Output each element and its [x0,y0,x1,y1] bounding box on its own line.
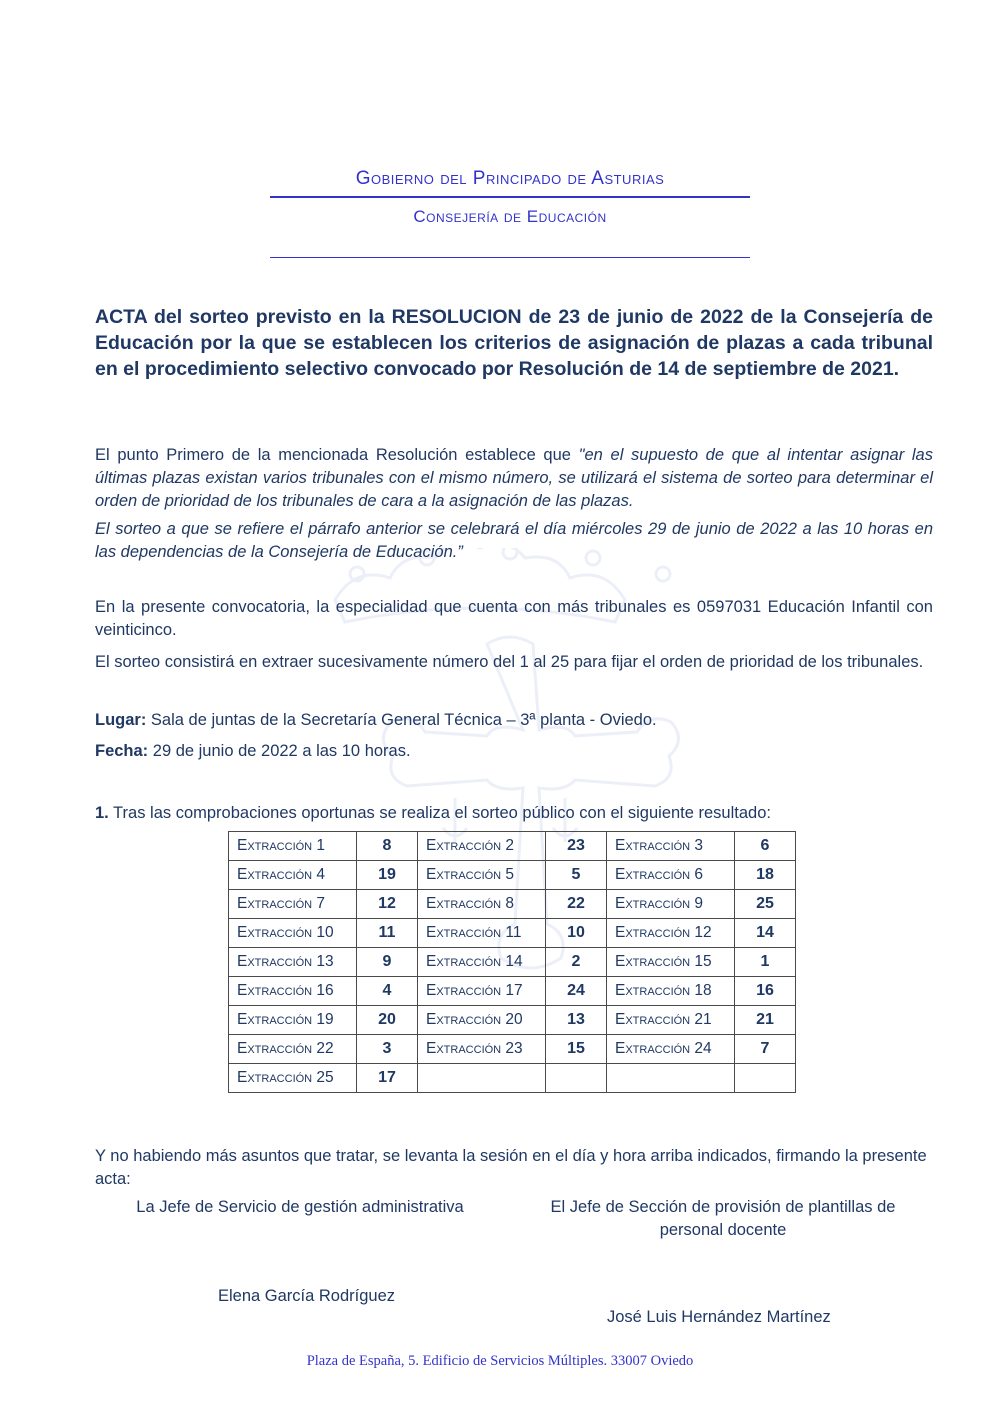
extraction-label-cell: Extracción 13 [229,948,357,977]
extraction-label-cell [607,1064,735,1093]
extraction-label-cell: Extracción 1 [229,832,357,861]
extraction-label-cell: Extracción 7 [229,890,357,919]
extraction-label-cell: Extracción 9 [607,890,735,919]
signer-name-right: José Luis Hernández Martínez [607,1308,831,1326]
item-text: Tras las comprobaciones oportunas se realiza el sorteo público con el siguiente resultado: [108,804,771,822]
paragraph-sorteo-method: El sorteo consistirá en extraer sucesivamente número del 1 al 25 para fijar el orden de prioridad de los tribunales. [95,653,924,671]
extraction-label-cell: Extracción 19 [229,1006,357,1035]
table-row [229,1064,796,1093]
extraction-table-body [229,832,796,1093]
extraction-value-cell: 24 [546,977,607,1006]
extraction-label-cell: Extracción 11 [418,919,546,948]
extraction-value-cell: 5 [546,861,607,890]
extraction-value-cell: 23 [546,832,607,861]
extraction-label-cell [418,1064,546,1093]
extraction-value-cell: 19 [357,861,418,890]
extraction-label-cell: Extracción 6 [607,861,735,890]
extraction-value-cell: 6 [735,832,796,861]
location-label: Lugar: [95,711,147,729]
extraction-label-cell: Extracción 16 [229,977,357,1006]
table-row [229,1035,796,1064]
document-title: ACTA del sorteo previsto en la RESOLUCION de 23 de junio de 2022 de la Consejería de Educación por la que se establecen los criterios de asignación de plazas a cada tribunal en el procedimiento selectivo convocado por Resolución de 14 de septiembre de 2021. [95,306,933,380]
extraction-value-cell: 8 [357,832,418,861]
extraction-value-cell: 21 [735,1006,796,1035]
table-row [229,1006,796,1035]
extraction-label-cell: Extracción 18 [607,977,735,1006]
extraction-label-cell: Extracción 21 [607,1006,735,1035]
table-row [229,832,796,861]
extraction-value-cell: 1 [735,948,796,977]
quote-intro: El punto Primero de la mencionada Resolución establece que [95,446,579,464]
extraction-value-cell: 2 [546,948,607,977]
location-line [95,709,933,732]
extraction-value-cell: 20 [357,1006,418,1035]
table-row [229,861,796,890]
signer-title-right: El Jefe de Sección de provisión de plantillas de personal docente [550,1198,896,1239]
extraction-label-cell: Extracción 24 [607,1035,735,1064]
extraction-value-cell: 10 [546,919,607,948]
extraction-value-cell: 13 [546,1006,607,1035]
extraction-value-cell: 11 [357,919,418,948]
extraction-label-cell: Extracción 2 [418,832,546,861]
signer-title-left: La Jefe de Servicio de gestión administrativa [136,1198,464,1216]
extraction-value-cell: 3 [357,1035,418,1064]
extraction-label-cell: Extracción 5 [418,861,546,890]
extraction-value-cell: 7 [735,1035,796,1064]
extraction-label-cell: Extracción 8 [418,890,546,919]
extraction-value-cell: 22 [546,890,607,919]
extraction-label-cell: Extracción 3 [607,832,735,861]
extraction-label-cell: Extracción 17 [418,977,546,1006]
paragraph-resolution-quote [95,444,933,513]
extraction-value-cell: 25 [735,890,796,919]
extraction-value-cell: 4 [357,977,418,1006]
extraction-value-cell [546,1064,607,1093]
table-row [229,919,796,948]
header-divider [270,257,750,258]
extraction-label-cell: Extracción 10 [229,919,357,948]
extraction-value-cell: 16 [735,977,796,1006]
signer-name-left: Elena García Rodríguez [218,1287,396,1305]
extraction-value-cell: 12 [357,890,418,919]
extraction-table [228,831,796,1093]
closing-paragraph: Y no habiendo más asuntos que tratar, se levanta la sesión en el día y hora arriba indicados, firmando la presente acta: [95,1147,927,1188]
extraction-value-cell [735,1064,796,1093]
extraction-value-cell: 17 [357,1064,418,1093]
extraction-value-cell: 18 [735,861,796,890]
location-value: Sala de juntas de la Secretaría General Técnica – 3ª planta - Oviedo. [146,711,657,729]
extraction-value-cell: 14 [735,919,796,948]
extraction-label-cell: Extracción 23 [418,1035,546,1064]
extraction-label-cell: Extracción 12 [607,919,735,948]
government-name: Gobierno del Principado de Asturias [270,168,750,198]
department-name: Consejería de Educación [413,207,607,226]
extraction-label-cell: Extracción 25 [229,1064,357,1093]
extraction-label-cell: Extracción 4 [229,861,357,890]
extraction-label-cell: Extracción 15 [607,948,735,977]
date-line [95,740,933,763]
extraction-label-cell: Extracción 20 [418,1006,546,1035]
paragraph-specialty: En la presente convocatoria, la especialidad que cuenta con más tribunales es 0597031 Educación Infantil con veinticinco. [95,598,933,639]
date-value: 29 de junio de 2022 a las 10 horas. [148,742,411,760]
table-row [229,977,796,1006]
quote-body: "en el supuesto de que al intentar asignar las últimas plazas existan varios tribunales con el mismo número, se utilizará el sistema de sorteo para determinar el orden de prioridad de los tribunales de cara a la asignación de las plazas. [95,446,933,510]
extraction-label-cell: Extracción 22 [229,1035,357,1064]
item-number: 1. [95,804,109,822]
extraction-value-cell: 9 [357,948,418,977]
paragraph-sorteo-date-quote: El sorteo a que se refiere el párrafo anterior se celebrará el día miércoles 29 de junio de 2022 a las 10 horas en las dependencias de la Consejería de Educación.” [95,520,933,561]
result-intro-line [95,802,933,825]
address-footer: Plaza de España, 5. Edificio de Servicios Múltiples. 33007 Oviedo [306,1353,694,1369]
table-row [229,890,796,919]
extraction-value-cell: 15 [546,1035,607,1064]
extraction-label-cell: Extracción 14 [418,948,546,977]
government-header [270,168,750,227]
date-label: Fecha: [95,742,149,760]
table-row [229,948,796,977]
